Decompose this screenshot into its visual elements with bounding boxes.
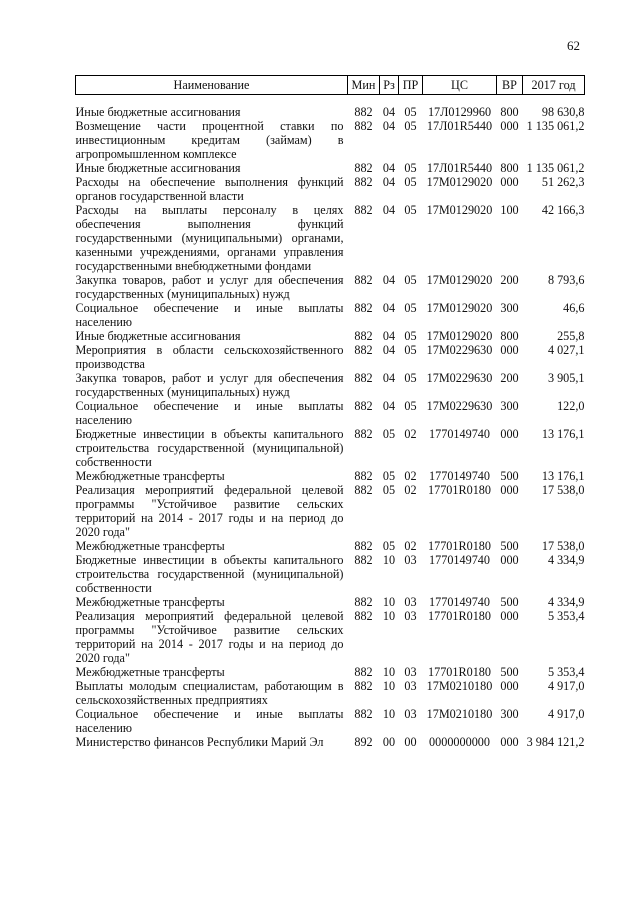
row-vr: 000 bbox=[500, 119, 519, 133]
row-cs: 17М0129020 bbox=[426, 273, 493, 287]
row-pr: 03 bbox=[404, 707, 417, 721]
row-cs: 17М0229630 bbox=[426, 399, 493, 413]
row-vr: 300 bbox=[500, 399, 519, 413]
row-amount: 3 905,1 bbox=[547, 371, 585, 385]
table-row bbox=[76, 105, 585, 119]
row-vr: 000 bbox=[500, 483, 519, 497]
row-min: 892 bbox=[354, 735, 373, 749]
row-rz: 04 bbox=[382, 329, 396, 343]
row-rz: 04 bbox=[382, 371, 396, 385]
row-vr: 000 bbox=[500, 427, 519, 441]
row-rz: 05 bbox=[382, 469, 396, 483]
row-amount: 5 353,4 bbox=[547, 609, 585, 623]
row-min: 882 bbox=[354, 609, 373, 623]
row-name: Иные бюджетные ассигнования bbox=[75, 161, 241, 175]
row-min: 882 bbox=[354, 329, 373, 343]
row-cs: 1770149740 bbox=[429, 469, 490, 483]
row-pr: 05 bbox=[404, 161, 417, 175]
row-amount: 8 793,6 bbox=[547, 273, 585, 287]
row-pr: 03 bbox=[404, 679, 417, 693]
table-row bbox=[76, 469, 585, 483]
table-row bbox=[76, 553, 585, 595]
row-vr: 800 bbox=[500, 105, 519, 119]
row-vr: 200 bbox=[500, 371, 519, 385]
row-cs: 17М0210180 bbox=[426, 707, 493, 721]
table-row bbox=[76, 679, 585, 707]
row-min: 882 bbox=[354, 679, 373, 693]
table-row bbox=[76, 175, 585, 203]
row-pr: 05 bbox=[404, 343, 417, 357]
row-name: Бюджетные инвестиции в объекты капитального строительства государственной (муниципальной) собственности bbox=[75, 427, 344, 469]
row-min: 882 bbox=[354, 105, 373, 119]
row-amount: 46,6 bbox=[563, 301, 585, 315]
table-row bbox=[76, 483, 585, 539]
budget-table bbox=[75, 75, 585, 749]
header-min: Мин bbox=[348, 76, 380, 95]
row-name: Расходы на выплаты персоналу в целях обеспечения выполнения функций государственными (муниципальными) органами, казенными учреждениями, органами управления государственными внебюджетными фондами bbox=[75, 203, 344, 273]
row-vr: 000 bbox=[500, 343, 519, 357]
row-pr: 05 bbox=[404, 301, 417, 315]
table-row bbox=[76, 371, 585, 399]
row-vr: 000 bbox=[500, 679, 519, 693]
header-year: 2017 год bbox=[523, 76, 585, 95]
row-vr: 500 bbox=[500, 539, 519, 553]
row-amount: 255,8 bbox=[557, 329, 585, 343]
table-row bbox=[76, 203, 585, 273]
header-row bbox=[76, 76, 585, 95]
table-row bbox=[76, 665, 585, 679]
row-pr: 02 bbox=[404, 427, 417, 441]
row-min: 882 bbox=[354, 273, 373, 287]
row-name: Межбюджетные трансферты bbox=[75, 469, 225, 483]
row-pr: 05 bbox=[404, 175, 417, 189]
row-pr: 03 bbox=[404, 553, 417, 567]
row-cs: 17Л0129960 bbox=[427, 105, 492, 119]
row-name: Межбюджетные трансферты bbox=[75, 665, 225, 679]
row-min: 882 bbox=[354, 161, 373, 175]
row-rz: 04 bbox=[382, 161, 396, 175]
row-rz: 04 bbox=[382, 343, 396, 357]
row-cs: 17М0129020 bbox=[426, 301, 493, 315]
row-amount: 51 262,3 bbox=[541, 175, 585, 189]
row-name: Социальное обеспечение и иные выплаты населению bbox=[75, 707, 344, 735]
row-amount: 3 984 121,2 bbox=[526, 735, 585, 749]
row-min: 882 bbox=[354, 665, 373, 679]
row-name: Реализация мероприятий федеральной целевой программы "Устойчивое развитие сельских территорий на 2014 - 2017 годы и на период до 2020 года" bbox=[75, 609, 344, 665]
row-rz: 04 bbox=[382, 119, 396, 133]
row-min: 882 bbox=[354, 595, 373, 609]
row-name: Иные бюджетные ассигнования bbox=[75, 105, 241, 119]
header-cs: ЦС bbox=[423, 76, 497, 95]
row-name: Министерство финансов Республики Марий Эл bbox=[75, 735, 324, 749]
row-vr: 100 bbox=[500, 203, 519, 217]
row-min: 882 bbox=[354, 469, 373, 483]
row-rz: 05 bbox=[382, 539, 396, 553]
row-pr: 05 bbox=[404, 203, 417, 217]
row-cs: 17Л01R5440 bbox=[426, 161, 493, 175]
row-name: Иные бюджетные ассигнования bbox=[75, 329, 241, 343]
table-body bbox=[76, 95, 585, 750]
row-min: 882 bbox=[354, 399, 373, 413]
row-cs: 17М0129020 bbox=[426, 329, 493, 343]
row-amount: 17 538,0 bbox=[541, 539, 585, 553]
table-row bbox=[76, 735, 585, 749]
row-pr: 05 bbox=[404, 119, 417, 133]
table-row bbox=[76, 539, 585, 553]
row-pr: 02 bbox=[404, 469, 417, 483]
row-rz: 10 bbox=[382, 609, 396, 623]
row-cs: 17701R0180 bbox=[428, 483, 491, 497]
row-cs: 17М0129020 bbox=[426, 175, 493, 189]
row-min: 882 bbox=[354, 301, 373, 315]
row-rz: 10 bbox=[382, 679, 396, 693]
row-vr: 300 bbox=[500, 707, 519, 721]
header-name: Наименование bbox=[76, 76, 348, 95]
table-row bbox=[76, 119, 585, 161]
table-row bbox=[76, 595, 585, 609]
row-amount: 1 135 061,2 bbox=[526, 161, 585, 175]
row-vr: 200 bbox=[500, 273, 519, 287]
row-name: Закупка товаров, работ и услуг для обеспечения государственных (муниципальных) нужд bbox=[75, 273, 344, 301]
row-amount: 4 334,9 bbox=[547, 595, 585, 609]
row-vr: 000 bbox=[500, 609, 519, 623]
row-name: Социальное обеспечение и иные выплаты населению bbox=[75, 301, 344, 329]
row-vr: 000 bbox=[500, 735, 519, 749]
row-min: 882 bbox=[354, 203, 373, 217]
row-min: 882 bbox=[354, 371, 373, 385]
row-cs: 1770149740 bbox=[429, 427, 490, 441]
row-cs: 17М0229630 bbox=[426, 371, 493, 385]
row-vr: 000 bbox=[500, 553, 519, 567]
row-rz: 00 bbox=[382, 735, 396, 749]
row-amount: 4 334,9 bbox=[547, 553, 585, 567]
table-row bbox=[76, 343, 585, 371]
row-cs: 17М0229630 bbox=[426, 343, 493, 357]
row-min: 882 bbox=[354, 343, 373, 357]
row-cs: 17М0210180 bbox=[426, 679, 493, 693]
row-vr: 300 bbox=[500, 301, 519, 315]
row-amount: 4 917,0 bbox=[547, 679, 585, 693]
row-pr: 03 bbox=[404, 609, 417, 623]
row-min: 882 bbox=[354, 553, 373, 567]
table-row bbox=[76, 427, 585, 469]
row-min: 882 bbox=[354, 427, 373, 441]
row-name: Мероприятия в области сельскохозяйственного производства bbox=[75, 343, 344, 371]
row-pr: 02 bbox=[404, 539, 417, 553]
row-vr: 800 bbox=[500, 161, 519, 175]
row-vr: 800 bbox=[500, 329, 519, 343]
row-cs: 17М0129020 bbox=[426, 203, 493, 217]
row-name: Социальное обеспечение и иные выплаты населению bbox=[75, 399, 344, 427]
row-name: Реализация мероприятий федеральной целевой программы "Устойчивое развитие сельских территорий на 2014 - 2017 годы и на период до 2020 года" bbox=[75, 483, 344, 539]
table-row bbox=[76, 273, 585, 301]
row-pr: 00 bbox=[404, 735, 417, 749]
header-vr: ВР bbox=[497, 76, 523, 95]
row-pr: 05 bbox=[404, 329, 417, 343]
row-cs: 17Л01R5440 bbox=[426, 119, 493, 133]
row-min: 882 bbox=[354, 175, 373, 189]
table-row bbox=[76, 329, 585, 343]
row-vr: 500 bbox=[500, 595, 519, 609]
row-pr: 03 bbox=[404, 595, 417, 609]
row-min: 882 bbox=[354, 483, 373, 497]
row-amount: 17 538,0 bbox=[541, 483, 585, 497]
table-row bbox=[76, 609, 585, 665]
row-name: Возмещение части процентной ставки по инвестиционным кредитам (займам) в агропромышленном комплексе bbox=[75, 119, 344, 161]
row-rz: 04 bbox=[382, 273, 396, 287]
row-pr: 02 bbox=[404, 483, 417, 497]
row-vr: 500 bbox=[500, 469, 519, 483]
row-amount: 98 630,8 bbox=[541, 105, 585, 119]
row-rz: 05 bbox=[382, 483, 396, 497]
row-vr: 500 bbox=[500, 665, 519, 679]
row-pr: 05 bbox=[404, 273, 417, 287]
row-amount: 4 917,0 bbox=[547, 707, 585, 721]
row-rz: 05 bbox=[382, 427, 396, 441]
row-rz: 10 bbox=[382, 665, 396, 679]
row-cs: 1770149740 bbox=[429, 595, 490, 609]
row-name: Расходы на обеспечение выполнения функций органов государственной власти bbox=[75, 175, 344, 203]
row-rz: 04 bbox=[382, 105, 396, 119]
row-pr: 03 bbox=[404, 665, 417, 679]
row-name: Выплаты молодым специалистам, работающим в сельскохозяйственных предприятиях bbox=[75, 679, 344, 707]
row-amount: 13 176,1 bbox=[541, 469, 585, 483]
row-min: 882 bbox=[354, 707, 373, 721]
row-cs: 17701R0180 bbox=[428, 539, 491, 553]
row-rz: 04 bbox=[382, 203, 396, 217]
row-cs: 17701R0180 bbox=[428, 665, 491, 679]
header-pr: ПР bbox=[399, 76, 423, 95]
row-rz: 10 bbox=[382, 595, 396, 609]
row-name: Межбюджетные трансферты bbox=[75, 595, 225, 609]
row-rz: 10 bbox=[382, 707, 396, 721]
row-cs: 17701R0180 bbox=[428, 609, 491, 623]
row-name: Закупка товаров, работ и услуг для обеспечения государственных (муниципальных) нужд bbox=[75, 371, 344, 399]
row-pr: 05 bbox=[404, 371, 417, 385]
table-row bbox=[76, 707, 585, 735]
row-min: 882 bbox=[354, 539, 373, 553]
row-amount: 13 176,1 bbox=[541, 427, 585, 441]
row-vr: 000 bbox=[500, 175, 519, 189]
header-rz: Рз bbox=[380, 76, 399, 95]
table-row bbox=[76, 301, 585, 329]
row-amount: 5 353,4 bbox=[547, 665, 585, 679]
table-row bbox=[76, 399, 585, 427]
row-amount: 4 027,1 bbox=[547, 343, 585, 357]
row-rz: 04 bbox=[382, 175, 396, 189]
row-amount: 1 135 061,2 bbox=[526, 119, 585, 133]
row-rz: 04 bbox=[382, 399, 396, 413]
row-name: Межбюджетные трансферты bbox=[75, 539, 225, 553]
row-cs: 1770149740 bbox=[429, 553, 490, 567]
row-amount: 122,0 bbox=[557, 399, 585, 413]
row-cs: 0000000000 bbox=[429, 735, 490, 749]
row-pr: 05 bbox=[404, 399, 417, 413]
table-row bbox=[76, 161, 585, 175]
page-number: 62 bbox=[567, 38, 580, 53]
row-min: 882 bbox=[354, 119, 373, 133]
row-pr: 05 bbox=[404, 105, 417, 119]
row-rz: 04 bbox=[382, 301, 396, 315]
row-amount: 42 166,3 bbox=[541, 203, 585, 217]
row-rz: 10 bbox=[382, 553, 396, 567]
row-name: Бюджетные инвестиции в объекты капитального строительства государственной (муниципальной) собственности bbox=[75, 553, 344, 595]
